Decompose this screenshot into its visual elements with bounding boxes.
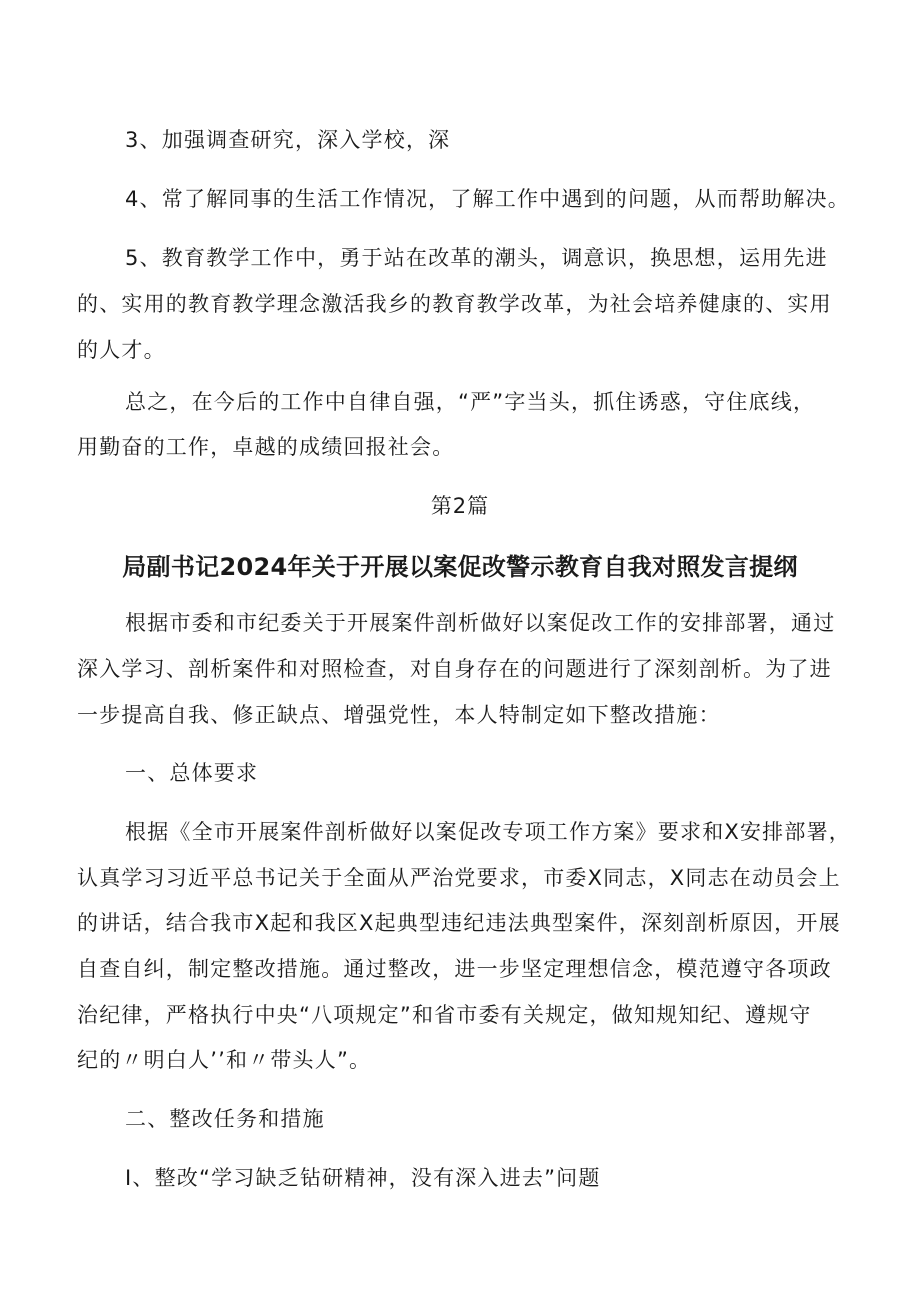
body-paragraph-1-line-2: 深入学习、剖析案件和对照检查，对自身存在的问题进行了深刻剖析。为了进 bbox=[77, 657, 832, 681]
body-paragraph-1-line-3: 一步提高自我、修正缺点、增强党性，本人特制定如下整改措施： bbox=[77, 703, 721, 727]
list-item-3: 3、加强调查研究，深入学校，深 bbox=[125, 128, 451, 152]
body-paragraph-2-line-4: 自查自纠，制定整改措施。通过整改，进一步坚定理想信念，模范遵守各项政 bbox=[77, 957, 832, 981]
subsection-heading-1: I、整改“学习缺乏钻研精神，没有深入进去”问题 bbox=[125, 1166, 601, 1190]
section-heading-1: 一、总体要求 bbox=[125, 761, 259, 785]
list-item-5-line-1: 5、教育教学工作中，勇于站在改革的潮头，调意识，换思想，运用先进 bbox=[125, 246, 828, 270]
body-paragraph-2-line-1: 根据《全市开展案件剖析做好以案促改专项工作方案》要求和X安排部署， bbox=[125, 820, 851, 844]
body-paragraph-2-line-6: 纪的〃明白人’’和〃带头人”。 bbox=[77, 1048, 372, 1072]
list-item-4: 4、常了解同事的生活工作情况，了解工作中遇到的问题，从而帮助解决。 bbox=[125, 187, 850, 211]
section-heading-2: 二、整改任务和措施 bbox=[125, 1107, 325, 1131]
summary-line-1: 总之，在今后的工作中自律自强，“严”字当头，抓住诱惑，守住底线， bbox=[125, 390, 816, 414]
part-label: 第2篇 bbox=[430, 494, 490, 518]
document-title: 局副书记2024年关于开展以案促改警示教育自我对照发言提纲 bbox=[122, 553, 798, 581]
list-item-5-line-2: 的、实用的教育教学理念激活我乡的教育教学改革，为社会培养健康的、实用 bbox=[77, 292, 832, 316]
summary-line-2: 用勤奋的工作，卓越的成绩回报社会。 bbox=[77, 435, 455, 459]
body-paragraph-2-line-5: 治纪律，严格执行中央“八项规定”和省市委有关规定，做知规知纪、遵规守 bbox=[77, 1003, 812, 1027]
body-paragraph-2-line-2: 认真学习习近平总书记关于全面从严治党要求，市委X同志，X同志在动员会上 bbox=[77, 866, 841, 890]
body-paragraph-1-line-1: 根据市委和市纪委关于开展案件剖析做好以案促改工作的安排部署，通过 bbox=[125, 611, 836, 635]
body-paragraph-2-line-3: 的讲话，结合我市X起和我区X起典型违纪违法典型案件，深刻剖析原因，开展 bbox=[77, 911, 841, 935]
list-item-5-line-3: 的人才。 bbox=[77, 338, 166, 362]
